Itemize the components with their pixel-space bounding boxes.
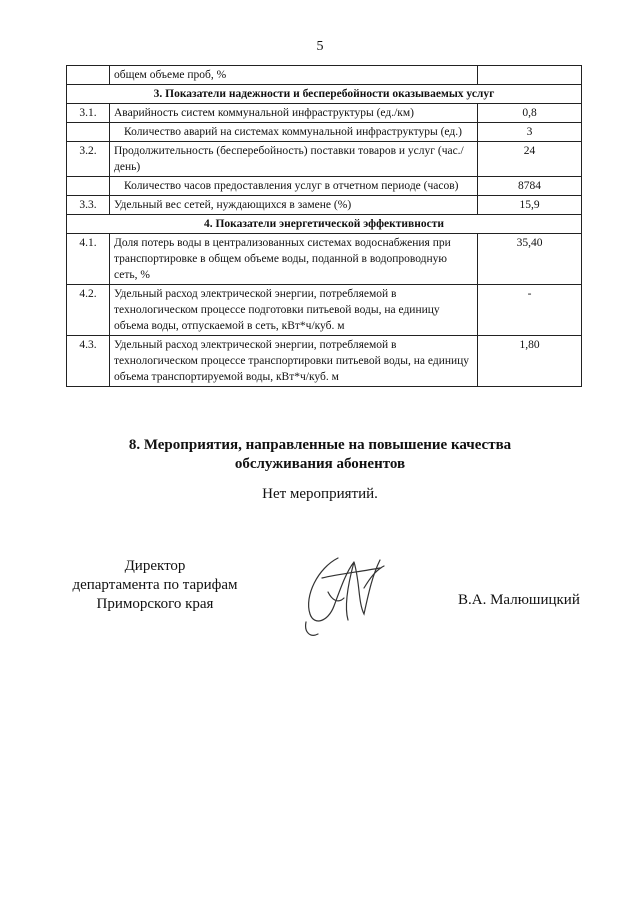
row-number bbox=[67, 66, 110, 85]
indicators-table bbox=[66, 65, 582, 387]
section-8-heading bbox=[0, 436, 640, 474]
handwritten-signature bbox=[298, 548, 388, 640]
row-number: 4.2. bbox=[67, 285, 110, 336]
indicator-value: 0,8 bbox=[478, 104, 582, 123]
signer-title-line1: Директор bbox=[124, 558, 186, 574]
table-section-row bbox=[67, 215, 582, 234]
table-row bbox=[67, 104, 582, 123]
section-title: 3. Показатели надежности и бесперебойности оказываемых услуг bbox=[67, 85, 582, 104]
signer-name: В.А. Малюшицкий bbox=[458, 592, 580, 608]
indicator-value: 15,9 bbox=[478, 196, 582, 215]
indicator-value: 3 bbox=[478, 123, 582, 142]
indicator-name: Удельный расход электрической энергии, потребляемой в технологическом процессе подготовки питьевой воды, на единицу объема воды, отпускаемой в сеть, кВт*ч/куб. м bbox=[110, 285, 478, 336]
indicator-name: Продолжительность (бесперебойность) поставки товаров и услуг (час./день) bbox=[110, 142, 478, 177]
indicator-value: 35,40 bbox=[478, 234, 582, 285]
indicator-name: Аварийность систем коммунальной инфраструктуры (ед./км) bbox=[110, 104, 478, 123]
indicator-value: - bbox=[478, 285, 582, 336]
indicator-name: Удельный вес сетей, нуждающихся в замене (%) bbox=[110, 196, 478, 215]
indicator-value: 8784 bbox=[478, 177, 582, 196]
row-number: 3.1. bbox=[67, 104, 110, 123]
table-section-row bbox=[67, 85, 582, 104]
row-number: 4.1. bbox=[67, 234, 110, 285]
table-row bbox=[67, 123, 582, 142]
indicator-name: Доля потерь воды в централизованных системах водоснабжения при транспортировке в общем объеме воды, поданной в водопроводную сеть, % bbox=[110, 234, 478, 285]
signer-title bbox=[62, 557, 248, 614]
table-row bbox=[67, 285, 582, 336]
row-number: 3.2. bbox=[67, 142, 110, 177]
no-measures-text: Нет мероприятий. bbox=[262, 486, 378, 502]
indicator-value: 1,80 bbox=[478, 336, 582, 387]
indicator-name: Удельный расход электрической энергии, потребляемой в технологическом процессе транспортировки питьевой воды, на единицу объема транспортируемой воды, кВт*ч/куб. м bbox=[110, 336, 478, 387]
table-row bbox=[67, 177, 582, 196]
section-8-heading-line1: 8. Мероприятия, направленные на повышение качества bbox=[128, 437, 512, 453]
row-number bbox=[67, 123, 110, 142]
row-number: 3.3. bbox=[67, 196, 110, 215]
page-number: 5 bbox=[316, 39, 324, 54]
indicator-name: общем объеме проб, % bbox=[110, 66, 478, 85]
table-row bbox=[67, 234, 582, 285]
section-8-heading-line2: обслуживания абонентов bbox=[234, 456, 406, 472]
indicator-name: Количество аварий на системах коммунальной инфраструктуры (ед.) bbox=[110, 123, 478, 142]
section-title: 4. Показатели энергетической эффективности bbox=[67, 215, 582, 234]
row-number bbox=[67, 177, 110, 196]
signer-title-line2: департамента по тарифам bbox=[72, 577, 238, 593]
signer-title-line3: Приморского края bbox=[96, 596, 214, 612]
row-number: 4.3. bbox=[67, 336, 110, 387]
indicator-name: Количество часов предоставления услуг в отчетном периоде (часов) bbox=[110, 177, 478, 196]
table-row bbox=[67, 336, 582, 387]
table-row bbox=[67, 196, 582, 215]
table-row bbox=[67, 66, 582, 85]
indicator-value bbox=[478, 66, 582, 85]
table-row bbox=[67, 142, 582, 177]
indicator-value: 24 bbox=[478, 142, 582, 177]
indicators-table-body bbox=[67, 66, 582, 387]
